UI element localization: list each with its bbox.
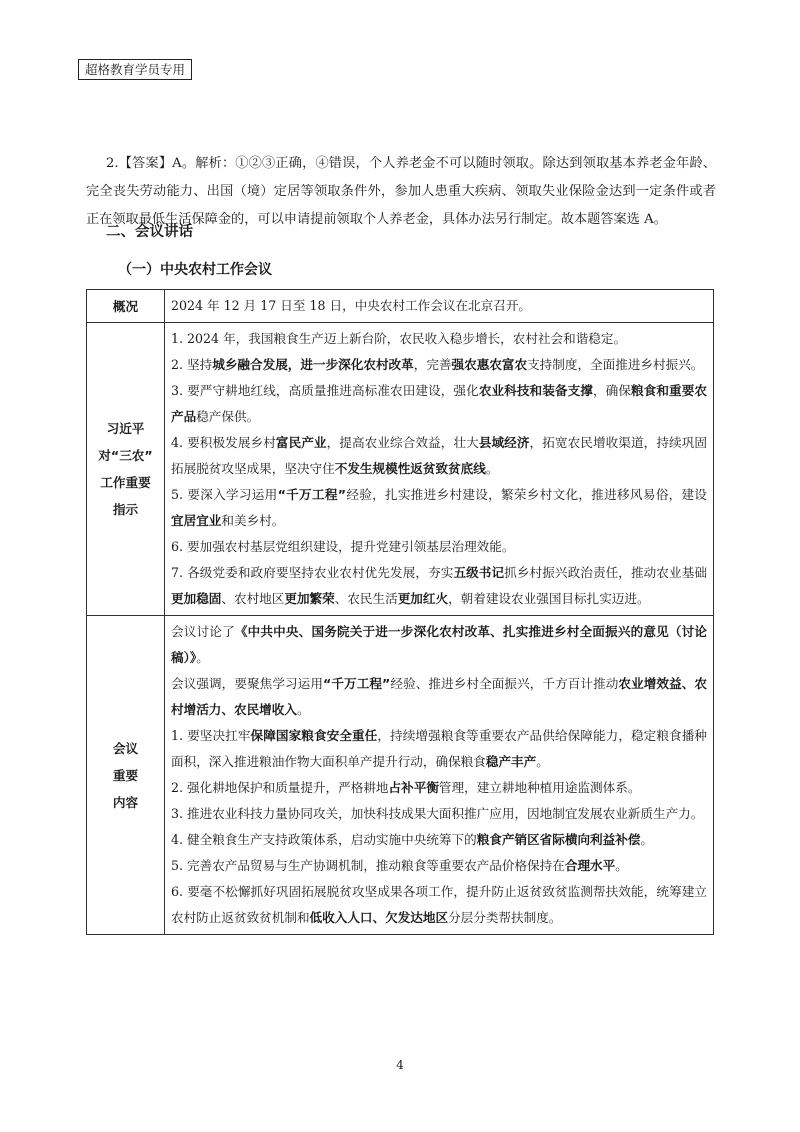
list-item — [171, 723, 707, 775]
bold-text: 合理水平 — [564, 858, 616, 873]
bold-text: “千万工程” — [277, 487, 347, 502]
overview-label: 概况 — [87, 290, 165, 323]
instructions-list — [165, 323, 714, 616]
list-item — [171, 671, 707, 723]
text-segment: ，完善 — [413, 357, 452, 372]
text-segment: 会议强调，要聚焦学习运用 — [171, 676, 324, 691]
list-item — [171, 352, 707, 378]
text-segment: 和美乡村。 — [221, 513, 285, 528]
bold-text: 保障国家粮食安全重任 — [250, 728, 378, 743]
text-segment: 经验、推进乡村全面振兴，千方百计推动 — [390, 676, 619, 691]
table-row-overview — [87, 290, 714, 323]
bold-text: 更加繁荣 — [284, 591, 335, 606]
answer-paragraph: 2.【答案】A。解析：①②③正确，④错误，个人养老金不可以随时领取。除达到领取基本养老金年龄、完全丧失劳动能力、出国（境）定居等领取条件外，参加人患重大疾病、领取失业保险金达到一定条件或者正在领取最低生活保障金的，可以申请提前领取个人养老金，具体办法另行制定。故本题答案选 A。 — [86, 156, 716, 227]
list-item — [171, 560, 707, 612]
text-segment: 。 — [640, 832, 653, 847]
text-segment: 1. 2024 年，我国粮食生产迈上新台阶，农民收入稳步增长，农村社会和谐稳定。 — [171, 331, 627, 346]
list-item — [171, 801, 707, 827]
label-line: 指示 — [112, 502, 139, 517]
bold-text: “千万工程” — [323, 676, 391, 691]
bold-text: 富民产业 — [275, 435, 327, 450]
section-heading: 二、会议讲话 — [106, 224, 193, 240]
text-segment: 会议讨论了 — [171, 624, 235, 639]
bold-text: 县域经济 — [478, 435, 530, 450]
text-segment: 抓乡村振兴政治责任，推动农业基础 — [504, 565, 707, 580]
text-segment: ，提高农业综合效益，壮大 — [326, 435, 479, 450]
header-stamp: 超格教育学员专用 — [78, 59, 192, 80]
label-line: 内容 — [112, 794, 139, 810]
bold-text: 宜居宜业 — [171, 513, 222, 528]
list-item — [171, 827, 707, 853]
bold-text: 五级书记 — [453, 565, 505, 580]
label-line: 对“三农” — [98, 448, 153, 463]
text-segment: 6. 要加强农村基层党组织建设，提升党建引领基层治理效能。 — [171, 539, 515, 554]
text-segment: 5. 完善农产品贸易与生产协调机制，推动粮食等重要农产品价格保持在 — [171, 858, 565, 873]
bold-text: 占补平衡 — [388, 780, 439, 795]
bold-text: 粮食产销区省际横向利益补偿 — [476, 832, 641, 847]
text-segment: ，确保 — [592, 383, 631, 398]
label-line: 工作重要 — [100, 475, 151, 490]
bold-text: 农业增效益、农村增活力、农民增收入 — [171, 676, 708, 717]
text-segment: 稳产保供。 — [196, 409, 260, 424]
bold-text: 强农惠农富农 — [451, 357, 528, 372]
list-item — [171, 879, 707, 931]
label-line: 重要 — [112, 767, 139, 783]
bold-text: 不发生规模性返贫致贫底线 — [334, 461, 486, 476]
table-row-instructions — [87, 323, 714, 616]
text-segment: 。 — [485, 461, 499, 476]
list-item — [171, 534, 707, 560]
text-segment: 2. 坚持 — [171, 357, 213, 372]
text-segment: 2. 强化耕地保护和质量提升，严格耕地 — [171, 780, 389, 795]
text-segment: 7. 各级党委和政府要坚持农业农村优先发展，夯实 — [171, 565, 454, 580]
text-segment: ，拓宽农民增收渠道，持续巩固拓展脱贫攻坚成果，坚决守住 — [171, 435, 708, 476]
meeting-content-list — [165, 616, 714, 935]
list-item — [171, 482, 707, 534]
page-number: 4 — [396, 1058, 404, 1072]
bold-text: 粮食和重要农产品 — [171, 383, 708, 424]
bold-text: 更加稳固 — [171, 591, 222, 606]
text-segment: 支持制度，全面推进乡村振兴。 — [527, 357, 704, 372]
bold-text: 城乡融合发展，进一步深化农村改革 — [212, 357, 414, 372]
label-line: 会议 — [112, 740, 139, 756]
bold-text: 《中共中央、国务院关于进一步深化农村改革、扎实推进乡村全面振兴的意见（讨论稿）》 — [171, 624, 708, 665]
text-segment: 5. 要深入学习运用 — [171, 487, 278, 502]
table-row-meeting-content — [87, 616, 714, 935]
list-item — [171, 619, 707, 671]
overview-text: 2024 年 12 月 17 日至 18 日，中央农村工作会议在北京召开。 — [165, 290, 714, 323]
text-segment: 4. 健全粮食生产支持政策体系，启动实施中央统筹下的 — [171, 832, 477, 847]
text-segment: 4. 要积极发展乡村 — [171, 435, 276, 450]
text-segment: 。 — [296, 702, 310, 717]
text-segment: 3. 要严守耕地红线，高质量推进高标准农田建设，强化 — [171, 383, 479, 398]
text-segment: 6. 要毫不松懈抓好巩固拓展脱贫攻坚成果各项工作，提升防止返贫致贫监测帮扶效能，统筹建立农村防止返贫致贫机制和 — [171, 884, 707, 925]
label-line: 习近平 — [106, 421, 145, 436]
text-segment: 经验，扎实推进乡村建设，繁荣乡村文化，推进移风易俗，建设 — [346, 487, 708, 502]
instructions-label — [87, 323, 165, 616]
bold-text: 稳产丰产 — [485, 754, 537, 769]
text-segment: ，朝着建设农业强国目标扎实迈进。 — [448, 591, 650, 606]
list-item — [171, 775, 707, 801]
bold-text: 低收入人口、欠发达地区 — [309, 910, 449, 925]
bold-text: 农业科技和装备支撑 — [478, 383, 593, 398]
summary-table — [86, 289, 714, 935]
list-item — [171, 326, 707, 352]
bold-text: 更加红火 — [397, 591, 449, 606]
list-item — [171, 430, 707, 482]
text-segment: ，持续增强粮食等重要农产品供给保障能力，稳定粮食播种面积，深入推进粮油作物大面积单产提升行动，确保粮食 — [171, 728, 708, 769]
text-segment: 、农村地区 — [221, 591, 285, 606]
text-segment: 、农民生活 — [334, 591, 398, 606]
text-segment: 3. 推进农业科技力量协同攻关，加快科技成果大面积推广应用，因地制宜发展农业新质生产力。 — [171, 806, 704, 821]
text-segment: 1. 要坚决扛牢 — [171, 728, 251, 743]
text-segment: 。 — [196, 650, 209, 665]
meeting-content-label — [87, 616, 165, 935]
text-segment: 。 — [536, 754, 549, 769]
list-item — [171, 853, 707, 879]
subsection-heading: （一）中央农村工作会议 — [118, 262, 272, 278]
text-segment: 。 — [615, 858, 628, 873]
text-segment: 分层分类帮扶制度。 — [448, 910, 562, 925]
list-item — [171, 378, 707, 430]
text-segment: 管理，建立耕地种植用途监测体系。 — [438, 780, 641, 795]
